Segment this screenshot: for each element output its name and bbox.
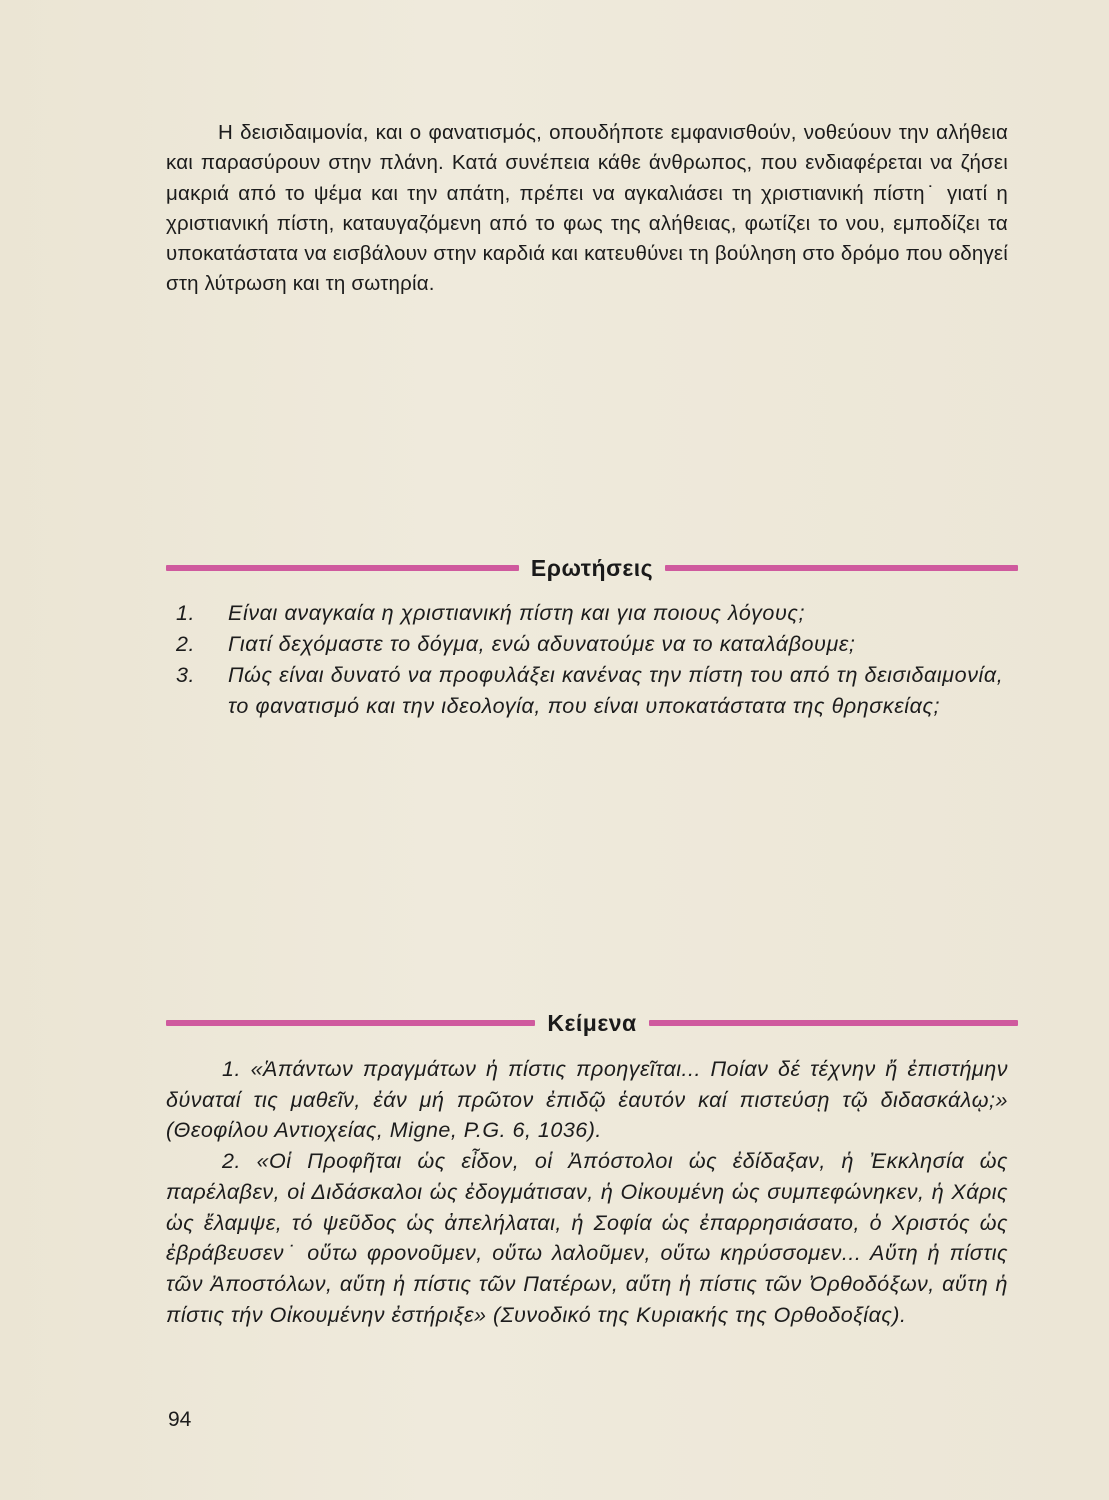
question-number: 3. bbox=[176, 663, 196, 687]
question-item bbox=[166, 660, 1026, 722]
question-text: Πώς είναι δυνατό να προφυλάξει κανένας την πίστη του από τη δεισιδαιμονία, το φανατισμό και την ιδεολογία, που είναι υποκατάστατα της θρησκείας; bbox=[228, 663, 1004, 718]
question-item bbox=[166, 598, 1026, 629]
texts-title: Κείμενα bbox=[547, 1009, 637, 1036]
questions-list bbox=[166, 598, 1026, 722]
question-text: Γιατί δεχόμαστε το δόγμα, ενώ αδυνατούμε να το καταλάβουμε; bbox=[228, 632, 856, 656]
texts-section bbox=[166, 1054, 1008, 1330]
quoted-text: 1. «Ἁπάντων πραγμάτων ἡ πίστις προηγεῖται... Ποίαν δέ τέχνην ἤ ἐπιστήμην δύναταί τις μαθεῖν, ἐάν μή πρῶτον ἐπιδῷ ἑαυτόν καί πιστεύσῃ τῷ διδασκάλῳ;» (Θεοφίλου Αντιοχείας, Migne, P.G. 6, 1036). bbox=[166, 1057, 1008, 1143]
heading-rule-left bbox=[166, 1020, 535, 1026]
heading-rule-left bbox=[166, 565, 519, 571]
question-number: 1. bbox=[176, 601, 196, 625]
question-item bbox=[166, 629, 1026, 660]
page-number: 94 bbox=[168, 1408, 192, 1431]
heading-rule-right bbox=[665, 565, 1018, 571]
question-text: Είναι αναγκαία η χριστιανική πίστη και για ποιους λόγους; bbox=[228, 601, 806, 625]
texts-heading bbox=[166, 1003, 1018, 1043]
question-number: 2. bbox=[176, 632, 196, 656]
intro-paragraph: Η δεισιδαιμονία, και ο φανατισμός, οπουδήποτε εμφανισθούν, νοθεύουν την αλήθεια και παρασύρουν στην πλάνη. Κατά συνέπεια κάθε άνθρωπος, που ενδιαφέρεται να ζήσει μακριά από το ψέμα και την απάτη, πρέπει να αγκαλιάσει τη χριστιανική πίστη˙ γιατί η χριστιανική πίστη, καταυγαζόμενη από το φως της αλήθειας, φωτίζει το νου, εμποδίζει τα υποκατάστατα να εισβάλουν στην καρδιά και κατευθύνει τη βούληση στο δρόμο που οδηγεί στη λύτρωση και τη σωτηρία. bbox=[166, 121, 1008, 296]
quoted-text: 2. «Οἱ Προφῆται ὡς εἶδον, οἱ Ἀπόστολοι ὡς ἐδίδαξαν, ἡ Ἐκκλησία ὡς παρέλαβεν, οἱ Διδάσκαλοι ὡς ἐδογμάτισαν, ἡ Οἰκουμένη ὡς συμπεφώνηκεν, ἡ Χάρις ὡς ἔλαμψε, τό ψεῦδος ὡς ἀπελήλαται, ἡ Σοφία ὡς ἐπαρρησιάσατο, ὁ Χριστός ὡς ἐβράβευσεν˙ οὕτω φρονοῦμεν, οὕτω λαλοῦμεν, οὕτω κηρύσσομεν... Αὕτη ἡ πίστις τῶν Ἀποστόλων, αὕτη ἡ πίστις τῶν Πατέρων, αὕτη ἡ πίστις τῶν Ὀρθοδόξων, αὕτη ἡ πίστις τήν Οἰκουμένην ἐστήριξε» (Συνοδικό της Κυριακής της Ορθοδοξίας). bbox=[166, 1149, 1008, 1327]
heading-rule-right bbox=[649, 1020, 1018, 1026]
questions-title: Ερωτήσεις bbox=[530, 554, 654, 581]
questions-heading bbox=[166, 548, 1018, 588]
